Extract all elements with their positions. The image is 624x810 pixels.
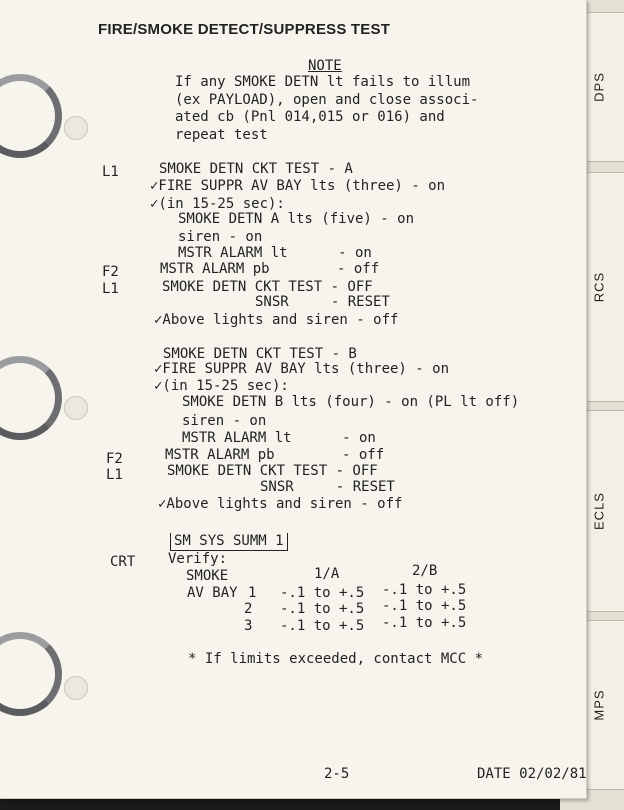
step-line: SNSR - RESET	[255, 294, 390, 310]
limits-note: * If limits exceeded, contact MCC *	[188, 651, 484, 667]
page-number: 2-5	[324, 766, 350, 782]
binder-ring	[0, 74, 62, 158]
step-line: MSTR ALARM pb - off	[165, 447, 385, 463]
note-line: ated cb (Pnl 014,015 or 016) and	[175, 109, 445, 125]
note-line: repeat test	[175, 127, 268, 143]
verify-label: Verify:	[168, 551, 228, 567]
limit-value: -.1 to +.5	[382, 582, 467, 598]
note-heading: NOTE	[308, 58, 342, 74]
column-header: 2/B	[412, 563, 438, 579]
step-line: SMOKE DETN CKT TEST - OFF	[162, 279, 373, 295]
limit-value: -.1 to +.5	[280, 601, 365, 617]
row-group-label: AV BAY	[187, 585, 238, 601]
tab-mps-label: MPS	[591, 689, 607, 721]
tab-ecls-label: ECLS	[591, 492, 607, 530]
sub-step: SMOKE DETN A lts (five) - on	[178, 211, 415, 227]
row-number: 3	[244, 618, 253, 634]
panel-label: L1	[106, 467, 123, 483]
check-step: ✓Above lights and siren - off	[154, 312, 399, 328]
page-title: FIRE/SMOKE DETECT/SUPPRESS TEST	[98, 21, 391, 38]
limit-value: -.1 to +.5	[280, 618, 365, 634]
limit-value: -.1 to +.5	[382, 598, 467, 614]
step-line: SMOKE DETN CKT TEST - OFF	[167, 463, 378, 479]
crt-display-box: SM SYS SUMM 1	[170, 533, 288, 551]
column-header: 1/A	[314, 566, 340, 582]
panel-label: F2	[102, 264, 119, 280]
punch-hole	[64, 116, 88, 140]
sub-step: siren - on	[178, 229, 263, 245]
sub-step: MSTR ALARM lt - on	[178, 245, 372, 261]
punch-hole	[64, 676, 88, 700]
row-number: 1	[248, 585, 257, 601]
panel-label: L1	[102, 164, 119, 180]
check-step: ✓Above lights and siren - off	[158, 496, 403, 512]
limit-value: -.1 to +.5	[280, 585, 365, 601]
binder-ring	[0, 632, 62, 716]
step-header-b: SMOKE DETN CKT TEST - B	[163, 346, 357, 362]
revision-date: DATE 02/02/81	[477, 766, 587, 782]
smoke-label: SMOKE	[186, 568, 229, 584]
note-line: If any SMOKE DETN lt fails to illum	[175, 74, 471, 90]
check-step: ✓FIRE SUPPR AV BAY lts (three) - on	[154, 361, 450, 377]
step-line: SNSR - RESET	[260, 479, 395, 495]
panel-label: F2	[106, 451, 123, 467]
limit-value: -.1 to +.5	[382, 615, 467, 631]
sub-step: SMOKE DETN B lts (four) - on (PL lt off)	[182, 394, 520, 410]
step-line: MSTR ALARM pb - off	[160, 261, 380, 277]
check-step: ✓(in 15-25 sec):	[150, 196, 285, 212]
tab-dps-label: DPS	[591, 72, 607, 102]
check-step: ✓(in 15-25 sec):	[154, 378, 289, 394]
tab-rcs-label: RCS	[591, 271, 607, 303]
note-line: (ex PAYLOAD), open and close associ-	[175, 92, 479, 108]
sub-step: MSTR ALARM lt - on	[182, 430, 376, 446]
row-number: 2	[244, 601, 253, 617]
sub-step: siren - on	[182, 413, 267, 429]
panel-label: L1	[102, 281, 119, 297]
crt-label: CRT	[110, 554, 136, 570]
punch-hole	[64, 396, 88, 420]
binder-ring	[0, 356, 62, 440]
step-header-a: SMOKE DETN CKT TEST - A	[159, 161, 353, 177]
check-step: ✓FIRE SUPPR AV BAY lts (three) - on	[150, 178, 446, 194]
